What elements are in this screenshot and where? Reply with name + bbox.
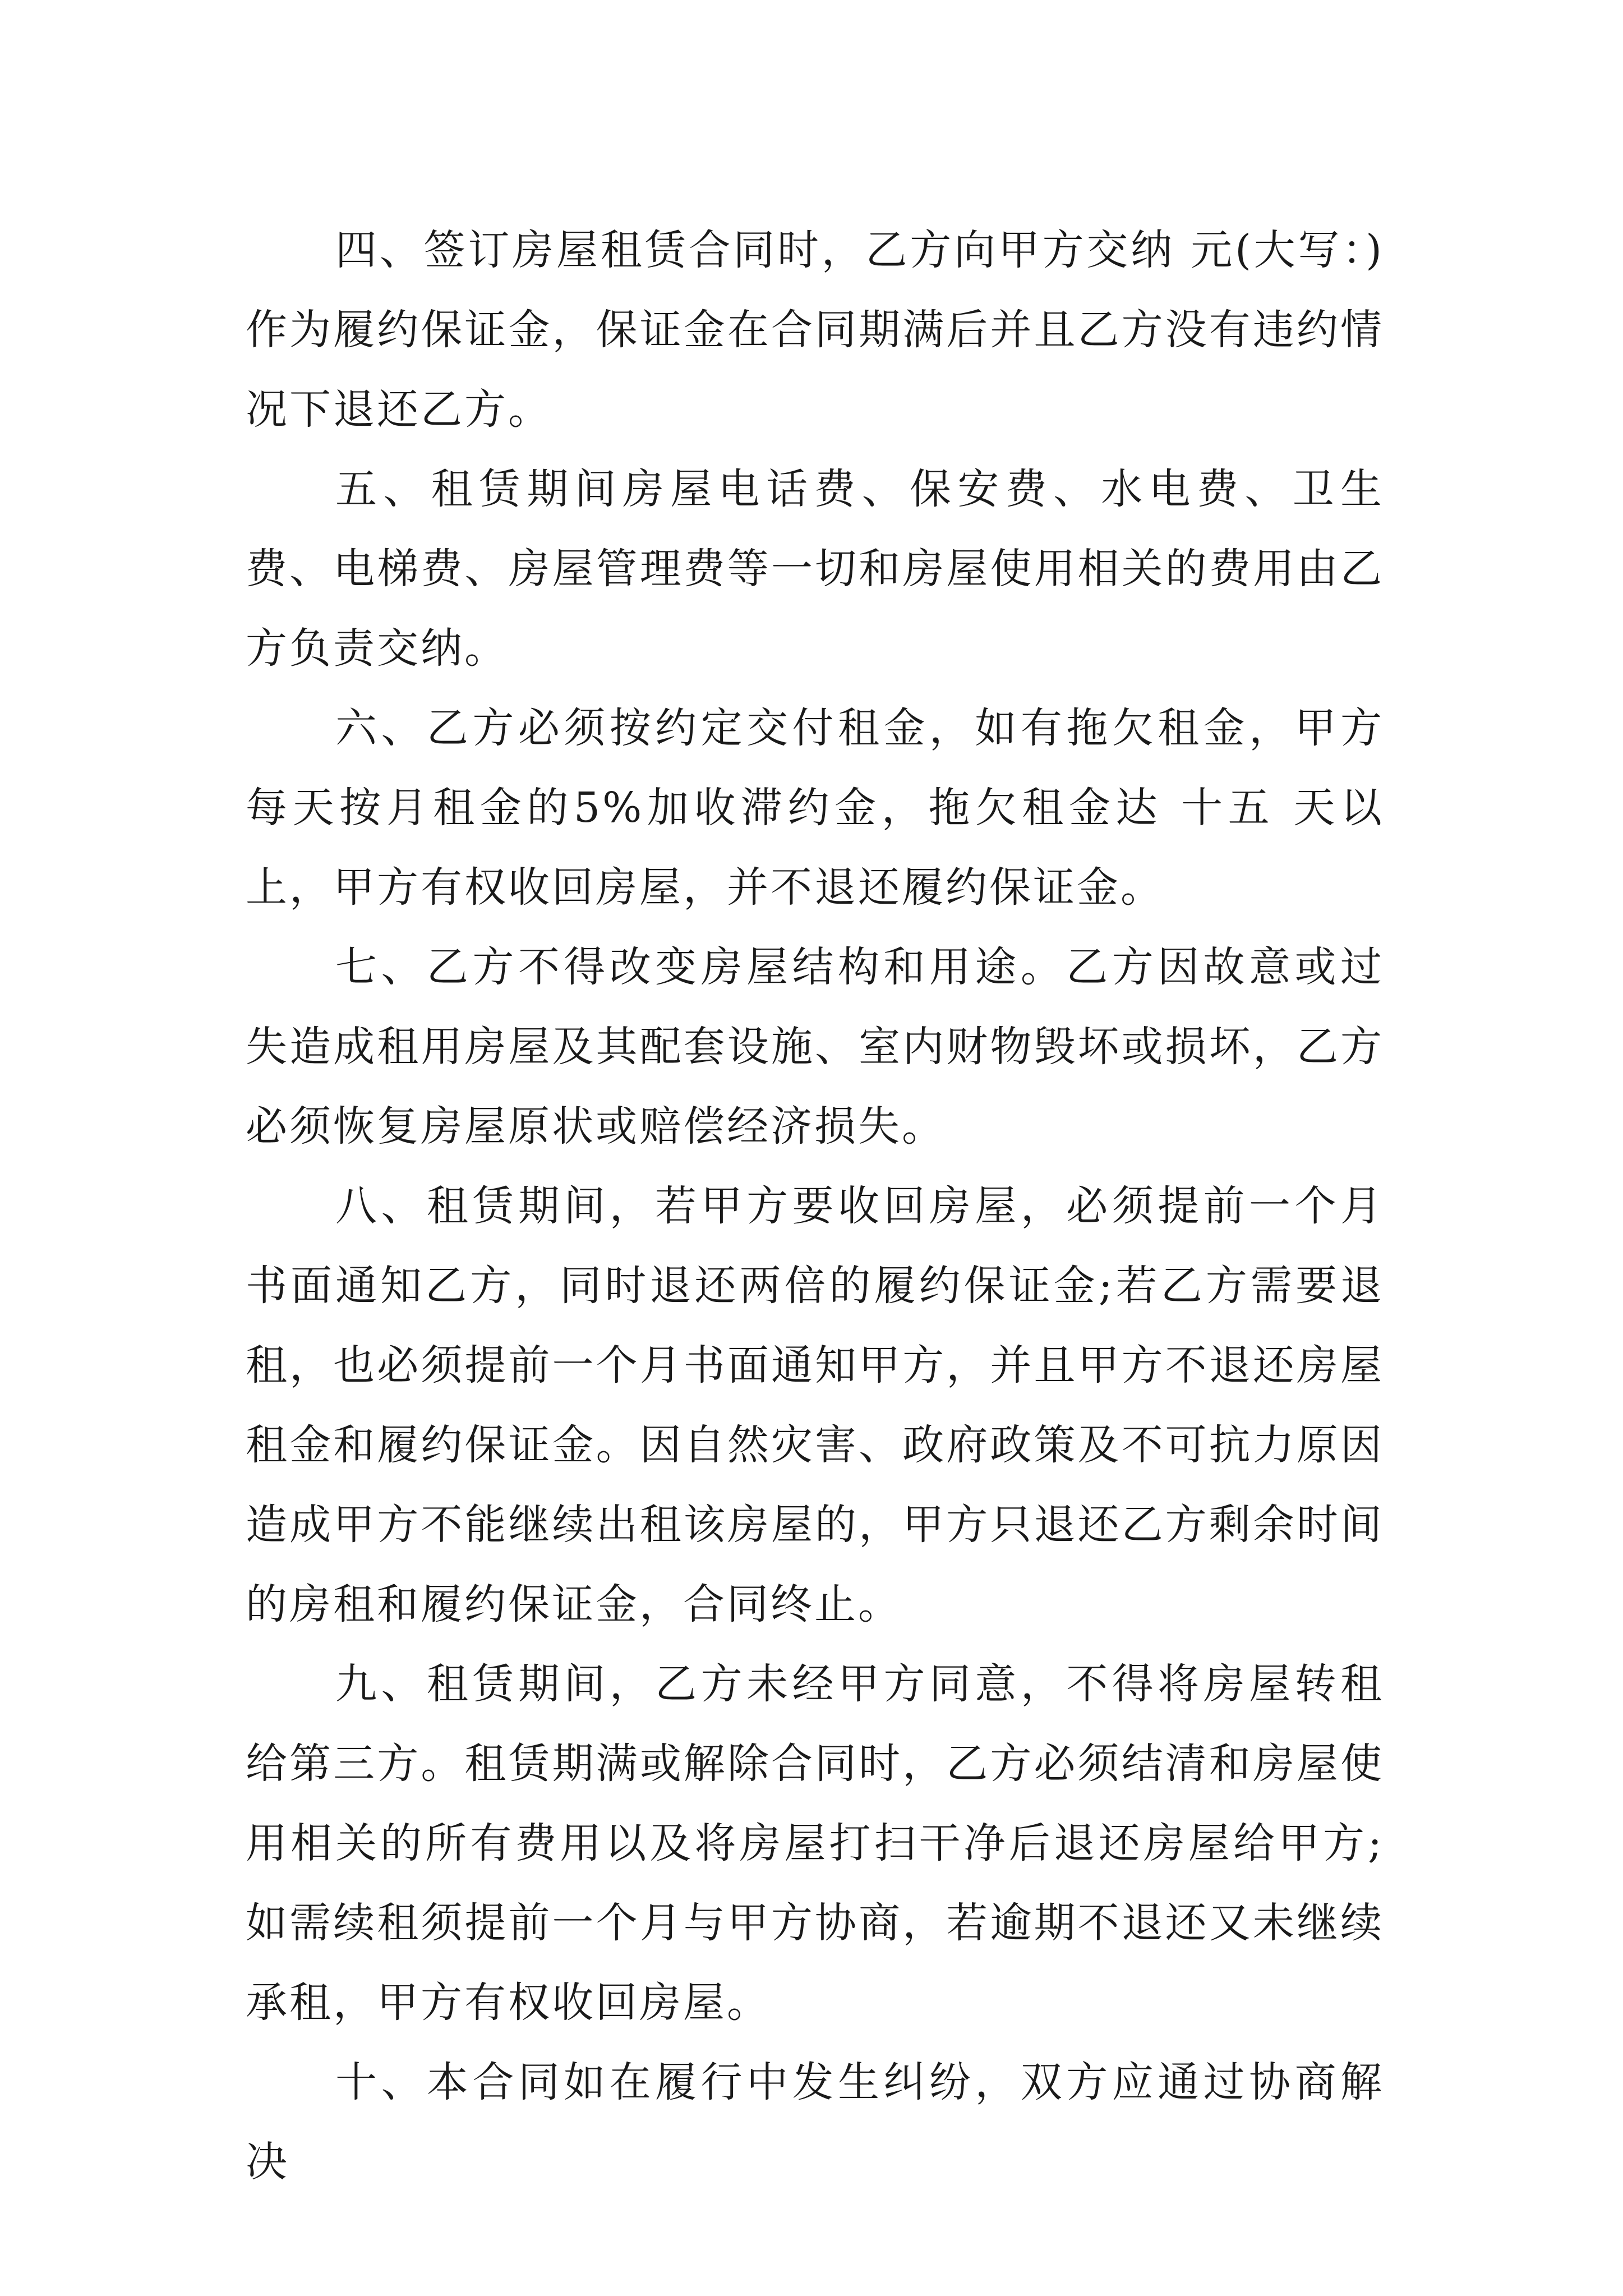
document-body xyxy=(246,210,1384,2202)
clause-10-paragraph: 十、本合同如在履行中发生纠纷，双方应通过协商解决 xyxy=(246,2058,1384,2186)
clause-6-paragraph: 六、乙方必须按约定交付租金，如有拖欠租金，甲方每天按月租金的5%加收滞约金，拖欠租金达 十五 天以上，甲方有权收回房屋，并不退还履约保证金。 xyxy=(246,704,1384,912)
clause-8-paragraph: 八、租赁期间，若甲方要收回房屋，必须提前一个月书面通知乙方，同时退还两倍的履约保证金;若乙方需要退租，也必须提前一个月书面通知甲方，并且甲方不退还房屋租金和履约保证金。因自然灾害、政府政策及不可抗力原因造成甲方不能继续出租该房屋的，甲方只退还乙方剩余时间的房租和履约保证金，合同终止。 xyxy=(246,1182,1384,1628)
clause-5-paragraph: 五、租赁期间房屋电话费、保安费、水电费、卫生费、电梯费、房屋管理费等一切和房屋使用相关的费用由乙方负责交纳。 xyxy=(246,465,1384,673)
clause-4-paragraph: 四、签订房屋租赁合同时，乙方向甲方交纳 元(大写：)作为履约保证金，保证金在合同期满后并且乙方没有违约情况下退还乙方。 xyxy=(246,226,1384,434)
clause-9-paragraph: 九、租赁期间，乙方未经甲方同意，不得将房屋转租给第三方。租赁期满或解除合同时，乙方必须结清和房屋使用相关的所有费用以及将房屋打扫干净后退还房屋给甲方;如需续租须提前一个月与甲方协商，若逾期不退还又未继续承租，甲方有权收回房屋。 xyxy=(246,1660,1384,2027)
clause-7-paragraph: 七、乙方不得改变房屋结构和用途。乙方因故意或过失造成租用房屋及其配套设施、室内财物毁坏或损坏，乙方必须恢复房屋原状或赔偿经济损失。 xyxy=(246,943,1384,1151)
